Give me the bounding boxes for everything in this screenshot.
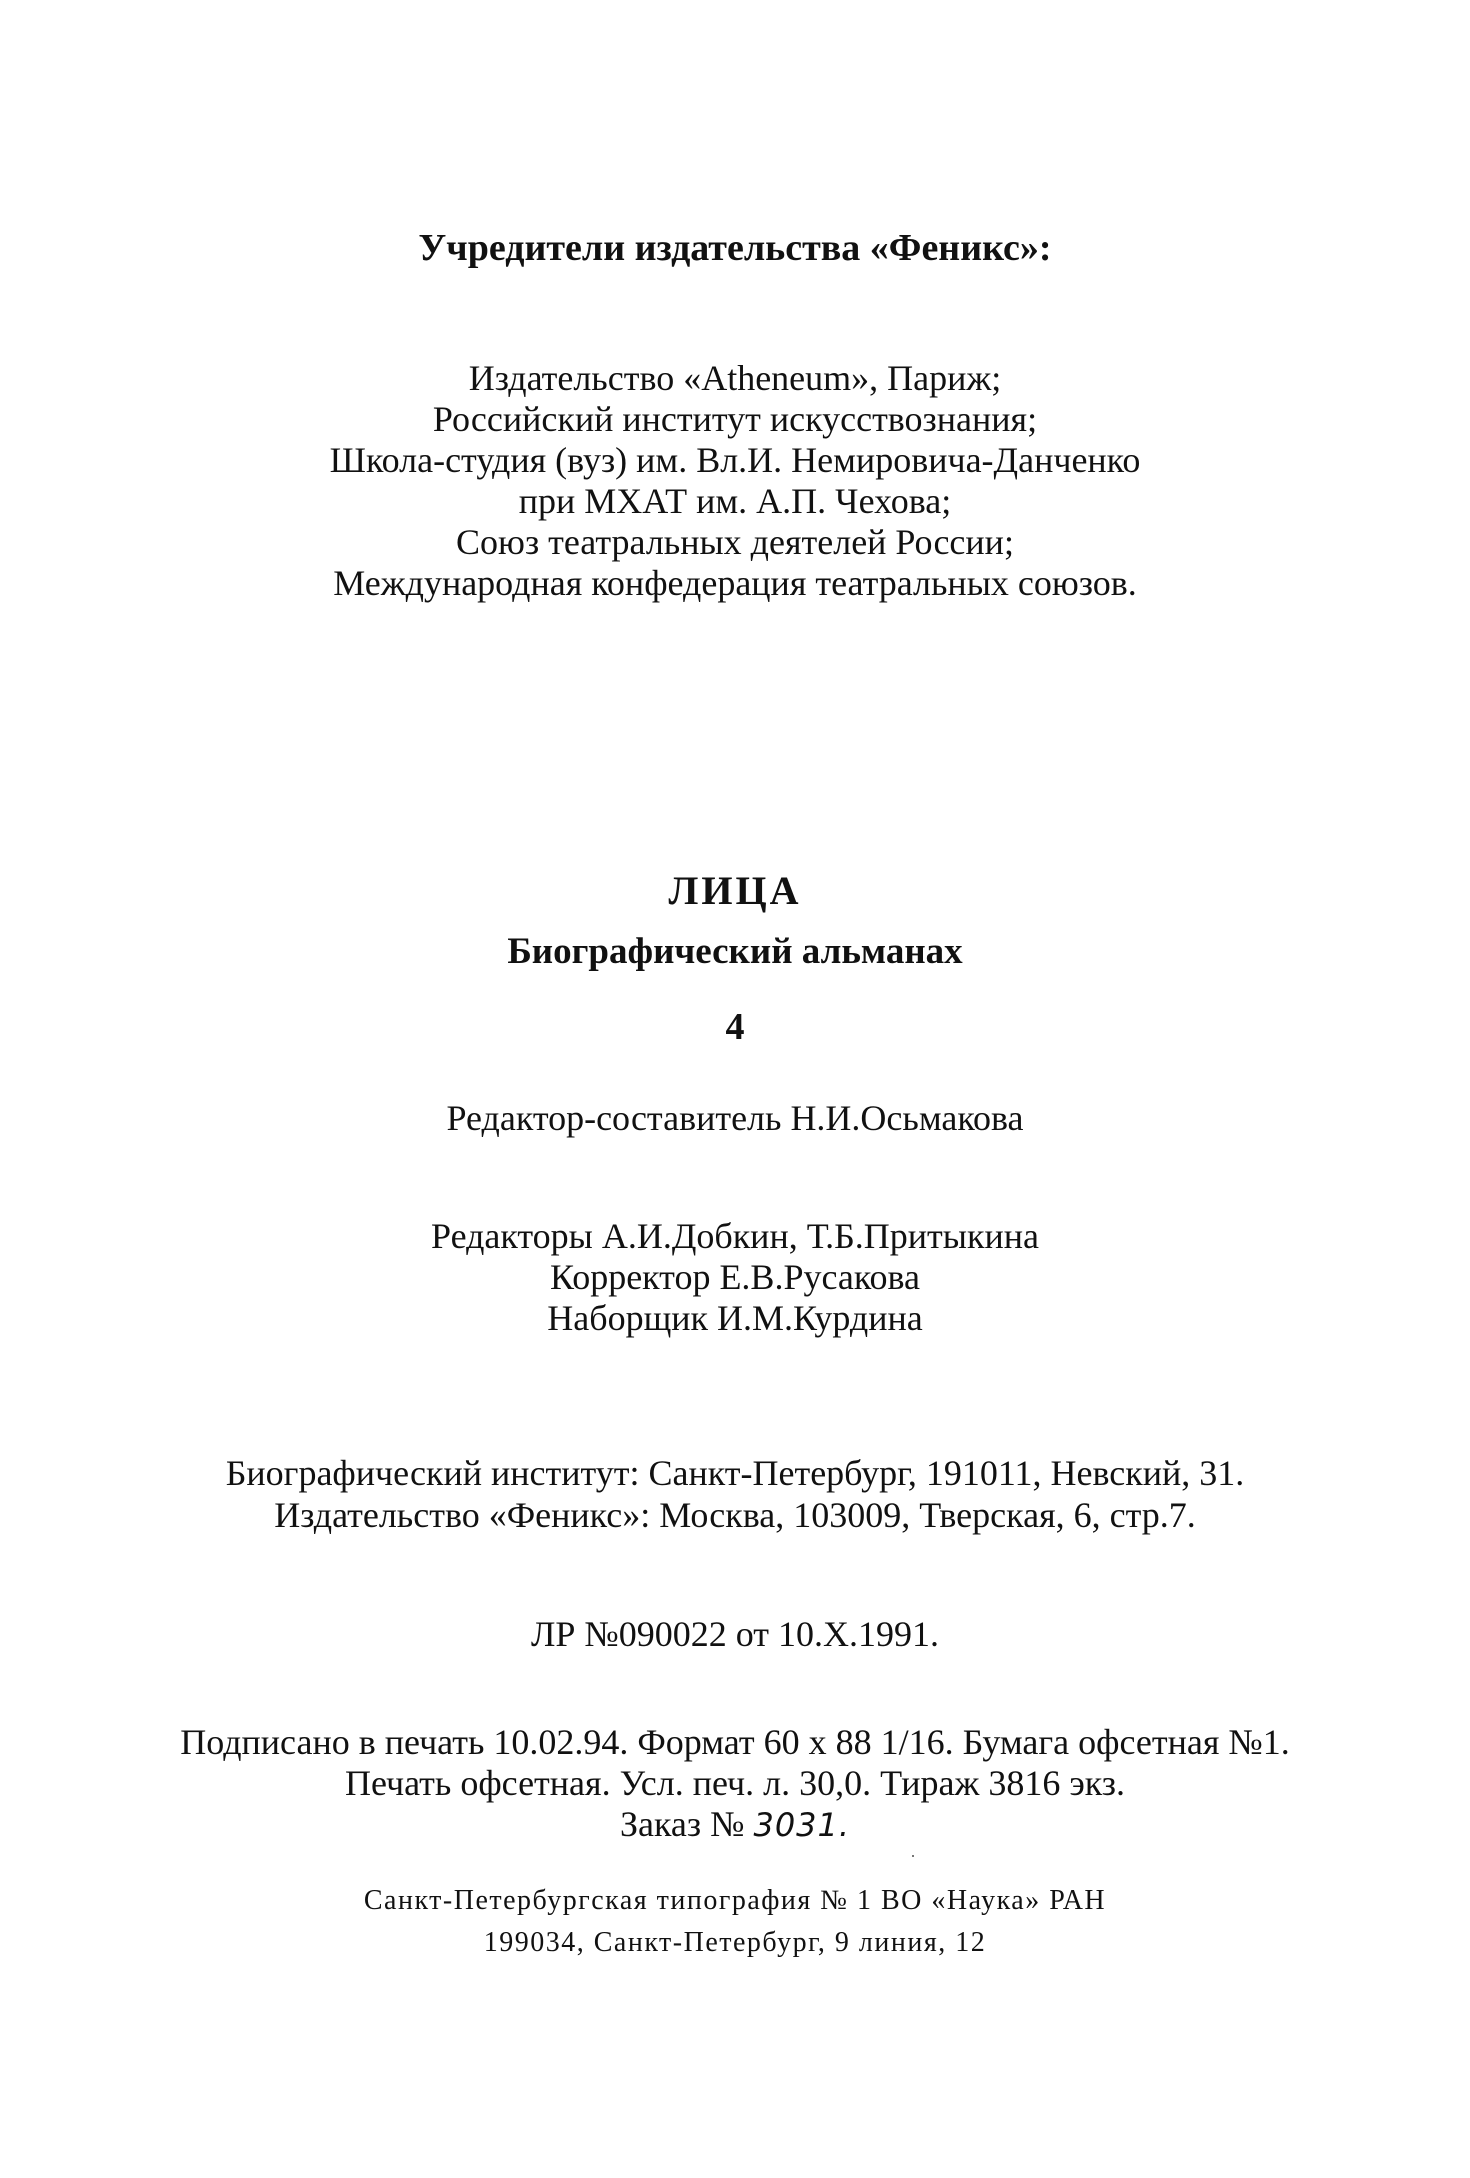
speck-mark <box>912 1855 914 1857</box>
print-details <box>0 1722 1470 1846</box>
order-line <box>0 1804 1470 1846</box>
founder-line: Союз театральных деятелей России; <box>456 522 1014 562</box>
founder-line: Международная конфедерация театральных союзов. <box>333 563 1137 603</box>
book-title: ЛИЦА <box>668 868 802 913</box>
staff-line: Наборщик И.М.Курдина <box>547 1298 923 1338</box>
address-line: Биографический институт: Санкт-Петербург, 191011, Невский, 31. <box>225 1453 1245 1493</box>
founder-line: Издательство «Atheneum», Париж; <box>468 358 1002 398</box>
printer-info <box>0 1880 1470 1964</box>
addresses-block <box>0 1452 1470 1536</box>
order-label: Заказ № <box>619 1804 745 1844</box>
founder-line: Российский институт искусствознания; <box>432 399 1038 439</box>
book-subtitle: Биографический альманах <box>507 931 963 972</box>
print-details-line: Подписано в печать 10.02.94. Формат 60 х 88 1/16. Бумага офсетная №1. <box>180 1722 1290 1762</box>
order-number-handwritten: 3031. <box>753 1806 851 1844</box>
print-details-line: Печать офсетная. Усл. печ. л. 30,0. Тираж 3816 экз. <box>344 1763 1126 1803</box>
license-number: ЛР №090022 от 10.X.1991. <box>530 1614 940 1654</box>
compiler-credit: Редактор-составитель Н.И.Осьмакова <box>446 1098 1024 1138</box>
address-line: Издательство «Феникс»: Москва, 103009, Тверская, 6, стр.7. <box>274 1495 1196 1535</box>
printer-line: 199034, Санкт-Петербург, 9 линия, 12 <box>483 1927 987 1958</box>
volume-number: 4 <box>725 1006 745 1048</box>
staff-credits <box>0 1216 1470 1339</box>
staff-line: Редакторы А.И.Добкин, Т.Б.Притыкина <box>431 1216 1039 1256</box>
printer-line: Санкт-Петербургская типография № 1 ВО «Наука» РАН <box>363 1885 1107 1916</box>
founders-heading: Учредители издательства «Феникс»: <box>418 227 1052 269</box>
founder-line: Школа-студия (вуз) им. Вл.И. Немировича-Данченко <box>329 440 1141 480</box>
founders-list <box>0 358 1470 604</box>
staff-line: Корректор Е.В.Русакова <box>549 1257 921 1297</box>
founder-line: при МХАТ им. А.П. Чехова; <box>518 481 952 521</box>
